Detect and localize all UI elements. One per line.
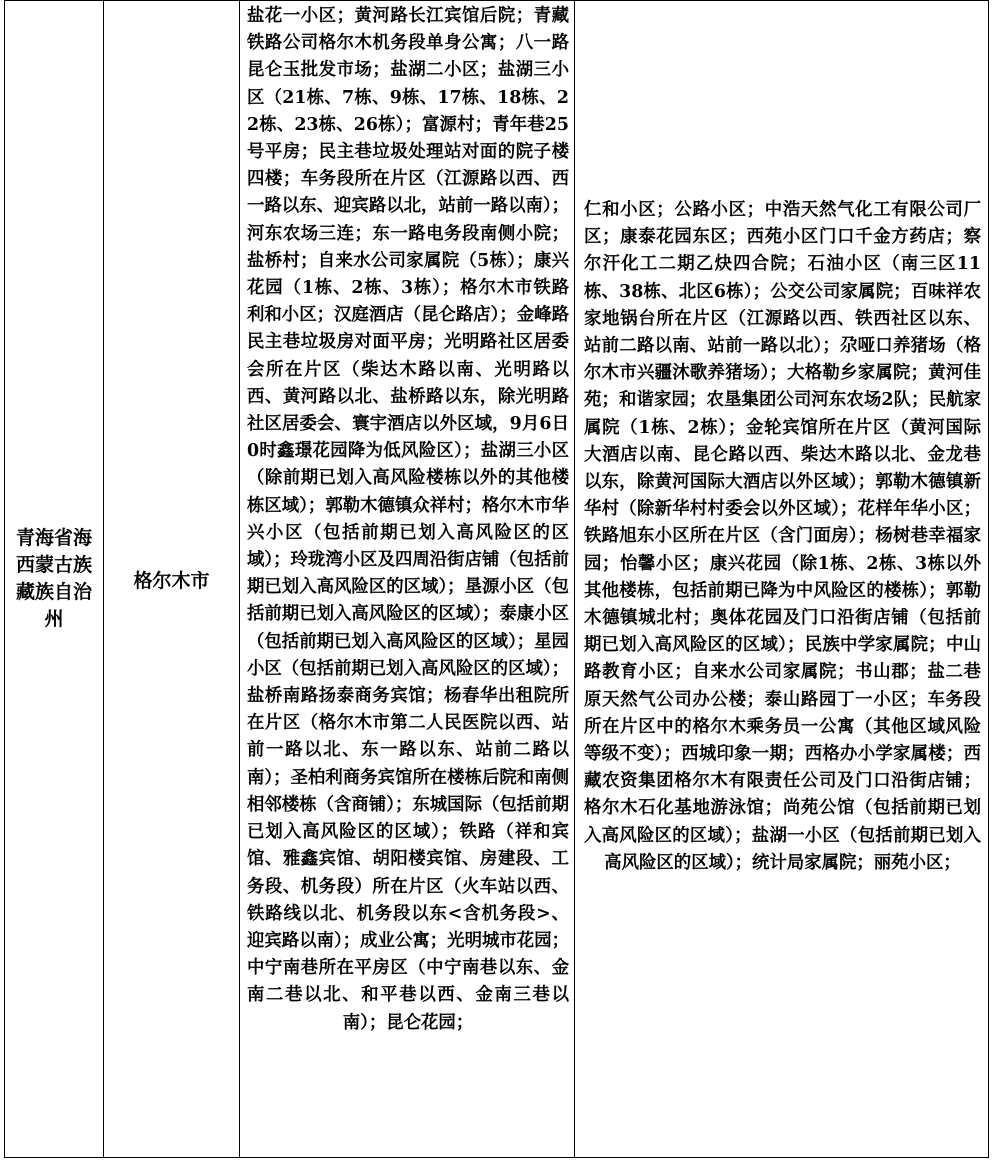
city-name: 格尔木市 bbox=[133, 569, 210, 592]
high-risk-areas-cell bbox=[240, 1, 575, 1158]
high-risk-areas-text: 盐花一小区；黄河路长江宾馆后院；青藏铁路公司格尔木机务段单身公寓；八一路昆仑玉批发市场；盐湖二小区；盐湖三小区（21栋、7栋、9栋、17栋、18栋、22栋、23栋、26栋）；富源村；青年巷25号平房；民主巷垃圾处理站对面的院子楼四楼；车务段所在片区（江源路以西、西一路以东、迎宾路以北，站前一路以南）；河东农场三连；东一路电务段南侧小院；盐桥村；自来水公司家属院（5栋）；康兴花园（1栋、2栋、3栋）；格尔木市铁路利和小区；汉庭酒店（昆仑路店）；金峰路民主巷垃圾房对面平房；光明路社区居委会所在片区（柴达木路以南、光明路以西、黄河路以北、盐桥路以东，除光明路社区居委会、寰宇酒店以外区域，9月6日0时鑫璟花园降为低风险区）；盐湖三小区（除前期已划入高风险楼栋以外的其他楼栋区域）；郭勒木德镇众祥村；格尔木市华兴小区（包括前期已划入高风险区的区域）；玲珑湾小区及四周沿街店铺（包括前期已划入高风险区的区域）；垦源小区（包括前期已划入高风险区的区域）；泰康小区（包括前期已划入高风险区的区域）；星园小区（包括前期已划入高风险区的区域）；盐桥南路扬泰商务宾馆；杨春华出租院所在片区（格尔木市第二人民医院以西、站前一路以北、东一路以东、站前二路以南）；圣柏利商务宾馆所在楼栋后院和南侧相邻楼栋（含商铺）；东城国际（包括前期已划入高风险区的区域）；铁路（祥和宾馆、雅鑫宾馆、胡阳楼宾馆、房建段、工务段、机务段）所在片区（火车站以西、铁路线以北、机务段以东<含机务段>、迎宾路以南）；成业公寓；光明城市花园；中宁南巷所在平房区（中宁南巷以东、金南二巷以北、和平巷以西、金南三巷以南）；昆仑花园； bbox=[247, 6, 569, 1033]
medium-risk-areas-text: 仁和小区；公路小区；中浩天然气化工有限公司厂区；康泰花园东区；西苑小区门口千金方药店；察尔汗化工二期乙炔四合院；石油小区（南三区11栋、38栋、北区6栋）；公交公司家属院；百味祥农家地锅台所在片区（江源路以西、铁西社区以东、站前二路以南、站前一路以北）；尕哑口养猪场（格尔木市兴疆沐歌养猪场）；大格勒乡家属院；黄河佳苑；和谐家园；农垦集团公司河东农场2队；民航家属院（1栋、2栋）；金轮宾馆所在片区（黄河国际大酒店以南、昆仑路以西、柴达木路以北、金龙巷以东，除黄河国际大酒店以外区域）；郭勒木德镇新华村（除新华村村委会以外区域）；花样年华小区；铁路旭东小区所在片区（含门面房）；杨树巷幸福家园；怡馨小区；康兴花园（除1栋、2栋、3栋以外其他楼栋，包括前期已降为中风险区的楼栋）；郭勒木德镇城北村；奥体花园及门口沿街店铺（包括前期已划入高风险区的区域）；民族中学家属院；中山路教育小区；自来水公司家属院；书山郡；盐二巷原天然气公司办公楼；泰山路园丁一小区；车务段所在片区中的格尔木乘务员一公寓（其他区域风险等级不变）；西城印象一期；西格办小学家属楼；西藏农资集团格尔木有限责任公司及门口沿街店铺；格尔木石化基地游泳馆；尚苑公馆（包括前期已划入高风险区的区域）；盐湖一小区（包括前期已划入高风险区的区域）；统计局家属院；丽苑小区； bbox=[584, 200, 981, 873]
province-cell bbox=[5, 1, 104, 1158]
table-row bbox=[5, 1, 989, 1158]
city-cell bbox=[104, 1, 240, 1158]
risk-area-table bbox=[4, 0, 989, 1158]
province-name: 青海省海西蒙古族藏族自治州 bbox=[15, 527, 92, 630]
medium-risk-areas-cell bbox=[575, 1, 989, 1158]
